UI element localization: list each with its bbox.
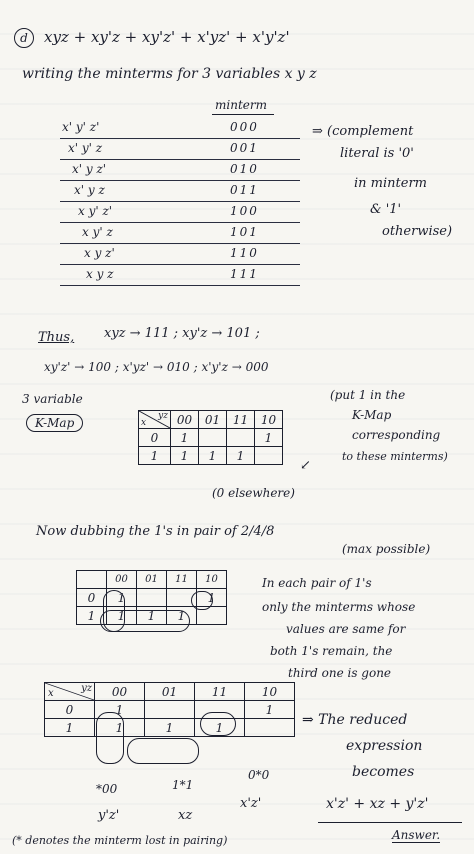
complement-note-2: literal is '0' <box>340 146 414 161</box>
kmap-cell <box>255 447 283 465</box>
pair-label-2-bottom: xz <box>178 808 193 823</box>
kmap1-corner <box>139 411 171 429</box>
corner-yz: yz <box>158 411 168 421</box>
col-header: 11 <box>227 411 255 429</box>
problem-expression: xyz + xy'z + xy'z' + x'yz' + x'y'z' <box>44 28 290 46</box>
table-row <box>60 139 300 160</box>
kmap3-loop-vertical <box>96 712 124 764</box>
row-header: 0 <box>77 589 107 607</box>
row-literals: x' y z <box>74 183 105 197</box>
col-header: 10 <box>255 411 283 429</box>
complement-note-4: & '1' <box>370 202 402 217</box>
row-header: 0 <box>45 701 95 719</box>
row-code: 000 <box>230 120 259 134</box>
pair-note-3: values are same for <box>286 622 406 636</box>
table-row <box>60 118 300 139</box>
answer-expression: x'z' + xz + y'z' <box>326 796 429 812</box>
kmap-cell: 1 <box>107 589 137 607</box>
kmap1-note-4: to these minterms) <box>342 450 448 463</box>
pair-note-2: only the minterms whose <box>262 600 416 614</box>
kmap-cell: 1 <box>197 589 227 607</box>
minterm-header: minterm <box>215 98 267 112</box>
kmap-cell: 1 <box>167 607 197 625</box>
kmap-cell: 1 <box>227 447 255 465</box>
row-code: 010 <box>230 162 259 176</box>
pair-label-1-bottom: y'z' <box>98 808 120 823</box>
kmap-cell: 1 <box>195 719 245 737</box>
kmap1-note-1: (put 1 in the <box>330 388 406 402</box>
kmap-cell: 1 <box>171 429 199 447</box>
kmap3-corner <box>45 683 95 701</box>
row-code: 011 <box>230 183 259 197</box>
kmap1 <box>138 410 283 465</box>
kmap1-title-2: K-Map <box>26 414 83 432</box>
result-line-1: ⇒ The reduced <box>302 712 408 728</box>
col-header: 10 <box>197 571 227 589</box>
row-literals: x' y' z <box>68 141 103 155</box>
col-header: 10 <box>245 683 295 701</box>
kmap-cell <box>227 429 255 447</box>
row-literals: x y z <box>86 267 114 281</box>
row-code: 100 <box>230 204 259 218</box>
col-header: 01 <box>145 683 195 701</box>
row-literals: x' y' z' <box>62 120 100 134</box>
row-literals: x y' z <box>82 225 113 239</box>
row-code: 110 <box>230 246 259 260</box>
thus-label: Thus, <box>38 330 75 345</box>
col-header: 11 <box>195 683 245 701</box>
result-line-3: becomes <box>352 764 415 780</box>
kmap-cell: 1 <box>145 719 195 737</box>
col-header: 11 <box>167 571 197 589</box>
footnote: (* denotes the minterm lost in pairing) <box>12 834 228 847</box>
pair-label-2-top: 1*1 <box>172 778 194 792</box>
thus-line-2: xy'z' → 100 ; x'yz' → 010 ; x'y'z → 000 <box>44 360 269 374</box>
kmap-cell: 1 <box>199 447 227 465</box>
kmap2-loop-corner <box>191 591 213 610</box>
pair-label-1-top: *00 <box>96 782 118 796</box>
kmap1-title-1: 3 variable <box>22 392 83 406</box>
row-header: 1 <box>77 607 107 625</box>
table-row <box>60 265 300 286</box>
thus-line-1: xyz → 111 ; xy'z → 101 ; <box>104 326 260 341</box>
corner-x: x <box>141 418 147 428</box>
problem-label: d <box>14 28 34 48</box>
row-literals: x y' z' <box>78 204 113 218</box>
table-row <box>60 181 300 202</box>
row-header: 0 <box>139 429 171 447</box>
pair-note-4: both 1's remain, the <box>270 644 393 658</box>
kmap-cell: 1 <box>255 429 283 447</box>
kmap1-note-2: K-Map <box>352 408 392 422</box>
corner-x: x <box>48 688 54 699</box>
row-header: 1 <box>45 719 95 737</box>
kmap-cell <box>199 429 227 447</box>
col-header: 00 <box>95 683 145 701</box>
complement-note-3: in minterm <box>354 176 427 191</box>
answer-underline <box>318 822 462 823</box>
table-row <box>60 223 300 244</box>
col-header: 01 <box>199 411 227 429</box>
row-literals: x' y z' <box>72 162 107 176</box>
kmap1-elsewhere: (0 elsewhere) <box>212 486 295 500</box>
row-literals: x y z' <box>84 246 115 260</box>
kmap-cell: 1 <box>137 607 167 625</box>
pair-note-1: In each pair of 1's <box>262 576 372 590</box>
complement-note-1: ⇒ (complement <box>312 124 414 139</box>
kmap-cell <box>137 589 167 607</box>
grouping-line-1: Now dubbing the 1's in pair of 2/4/8 <box>36 524 275 539</box>
result-line-2: expression <box>346 738 423 754</box>
complement-note-5: otherwise) <box>382 224 453 239</box>
pair-note-5: third one is gone <box>288 666 392 680</box>
col-header: 01 <box>137 571 167 589</box>
kmap3-loop-horizontal <box>127 738 199 764</box>
kmap-cell: 1 <box>107 607 137 625</box>
kmap-cell: 1 <box>171 447 199 465</box>
kmap-cell: 1 <box>95 701 145 719</box>
kmap2-loop-horizontal <box>100 610 190 632</box>
table-row <box>60 202 300 223</box>
pair-label-3-bottom: x'z' <box>240 796 262 811</box>
kmap2-corner <box>77 571 107 589</box>
grouping-line-2: (max possible) <box>342 542 431 556</box>
row-code: 111 <box>230 267 259 281</box>
kmap-cell <box>245 719 295 737</box>
table-row <box>60 160 300 181</box>
row-code: 001 <box>230 141 259 155</box>
kmap-cell: 1 <box>245 701 295 719</box>
row-header: 1 <box>139 447 171 465</box>
answer-label: Answer. <box>392 828 441 842</box>
kmap1-note-3: corresponding <box>352 428 441 442</box>
problem-label-circle <box>14 28 34 48</box>
curved-arrow-icon: ↙ <box>300 458 311 473</box>
kmap3 <box>44 682 295 737</box>
intro-text: writing the minterms for 3 variables x y z <box>22 66 317 82</box>
row-code: 101 <box>230 225 259 239</box>
kmap-cell <box>145 701 195 719</box>
pair-label-3-top: 0*0 <box>248 768 270 782</box>
corner-yz: yz <box>81 683 92 694</box>
kmap-cell: 1 <box>95 719 145 737</box>
table-row <box>60 244 300 265</box>
kmap3-loop-corner <box>200 712 236 736</box>
col-header: 00 <box>107 571 137 589</box>
col-header: 00 <box>171 411 199 429</box>
minterm-header-underline <box>212 114 274 115</box>
